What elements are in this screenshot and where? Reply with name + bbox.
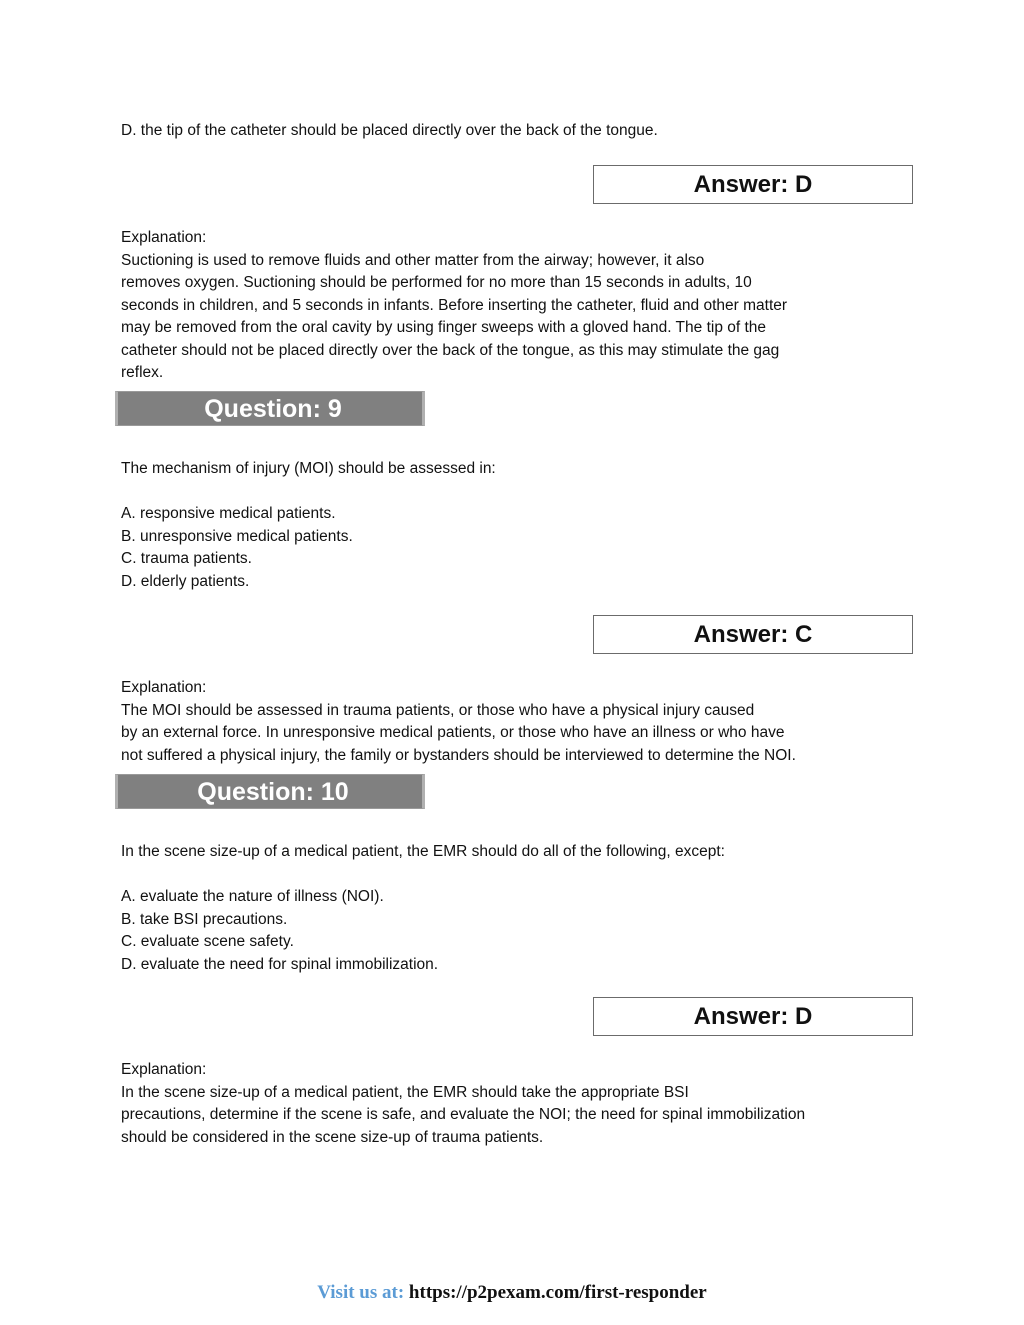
option-d: D. elderly patients. xyxy=(121,572,250,590)
option-d: D. the tip of the catheter should be placed directly over the back of the tongue. xyxy=(121,122,658,139)
question-stem: In the scene size-up of a medical patient, the EMR should do all of the following, except: xyxy=(121,843,725,860)
explanation-line: should be considered in the scene size-up of trauma patients. xyxy=(121,1128,544,1146)
explanation-line: catheter should not be placed directly over the back of the tongue, as this may stimulate the gag xyxy=(121,341,780,359)
explanation-line: The MOI should be assessed in trauma patients, or those who have a physical injury caused xyxy=(121,701,755,719)
answer-box xyxy=(593,165,913,204)
explanation-line: In the scene size-up of a medical patient, the EMR should take the appropriate BSI xyxy=(121,1083,689,1101)
footer-visit-label: Visit us at: xyxy=(317,1282,405,1303)
option-b: B. take BSI precautions. xyxy=(121,910,288,928)
question-title: Question: 10 xyxy=(197,778,349,806)
option-a: A. responsive medical patients. xyxy=(121,505,336,522)
answer-box xyxy=(593,997,913,1036)
explanation-line: Suctioning is used to remove fluids and other matter from the airway; however, it also xyxy=(121,251,705,269)
explanation-line: removes oxygen. Suctioning should be performed for no more than 15 seconds in adults, 10 xyxy=(121,274,752,291)
explanation-line: may be removed from the oral cavity by using finger sweeps with a gloved hand. The tip of the xyxy=(121,319,767,336)
answer-label: Answer: C xyxy=(693,620,813,648)
option-b: B. unresponsive medical patients. xyxy=(121,527,353,545)
answer-label: Answer: D xyxy=(693,170,813,198)
explanation-line: precautions, determine if the scene is safe, and evaluate the NOI; the need for spinal immobilization xyxy=(121,1106,806,1123)
explanation-line: reflex. xyxy=(121,364,164,381)
explanation-label: Explanation: xyxy=(121,1061,207,1078)
footer xyxy=(0,1282,1024,1304)
explanation-line: seconds in children, and 5 seconds in infants. Before inserting the catheter, fluid and other matter xyxy=(121,296,788,314)
answer-label: Answer: D xyxy=(693,1002,813,1030)
explanation-label: Explanation: xyxy=(121,679,207,696)
answer-box xyxy=(593,615,913,654)
option-c: C. trauma patients. xyxy=(121,550,252,567)
question-stem: The mechanism of injury (MOI) should be assessed in: xyxy=(121,460,496,477)
question-banner xyxy=(115,391,425,426)
footer-url-link[interactable]: https://p2pexam.com/first-responder xyxy=(408,1282,707,1303)
option-d: D. evaluate the need for spinal immobilization. xyxy=(121,955,439,973)
explanation-line: not suffered a physical injury, the family or bystanders should be interviewed to determine the NOI. xyxy=(121,746,796,764)
option-c: C. evaluate scene safety. xyxy=(121,933,294,950)
explanation-line: by an external force. In unresponsive medical patients, or those who have an illness or who have xyxy=(121,724,785,741)
explanation-label: Explanation: xyxy=(121,229,207,246)
question-banner xyxy=(115,774,425,809)
option-a: A. evaluate the nature of illness (NOI). xyxy=(121,888,384,905)
question-title: Question: 9 xyxy=(204,395,342,423)
